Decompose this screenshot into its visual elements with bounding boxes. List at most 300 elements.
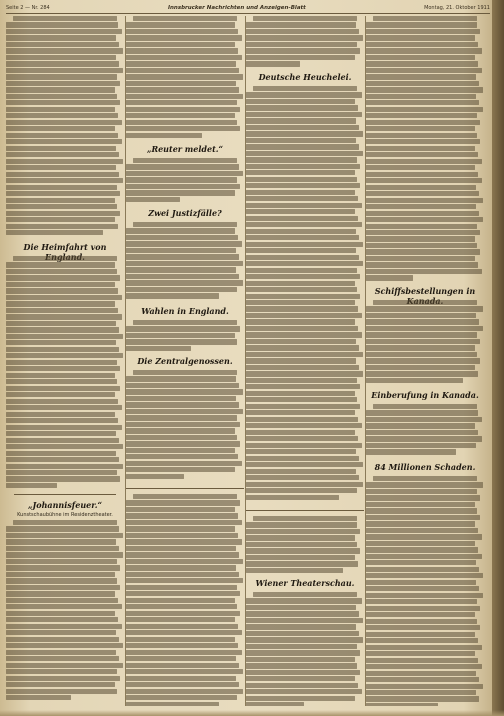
text-line [6, 321, 116, 326]
text-line [246, 242, 363, 247]
text-line [246, 300, 355, 305]
text-line [366, 625, 480, 630]
text-line [366, 204, 476, 209]
text-line [246, 650, 360, 655]
text-line [126, 87, 239, 92]
text-line [126, 546, 236, 551]
headline-heimfahrt: Die Heimfahrt von [23, 242, 107, 252]
text-line [366, 495, 480, 500]
text-line [366, 22, 477, 27]
text-line [126, 448, 235, 453]
text-line [366, 249, 480, 254]
text-line [246, 568, 343, 573]
text-line [246, 294, 360, 299]
text-line [6, 438, 119, 443]
text-line [126, 591, 240, 596]
text-line [6, 379, 117, 384]
text-line [6, 68, 123, 73]
text-line [246, 644, 357, 649]
text-line [6, 230, 103, 235]
text-line [366, 502, 475, 507]
text-line [126, 415, 237, 420]
text-line [246, 313, 362, 318]
text-line [366, 345, 475, 350]
text-line [366, 541, 475, 546]
text-line [6, 604, 122, 609]
text-line [6, 552, 123, 557]
text-line [246, 151, 363, 156]
text-line [246, 555, 355, 560]
text-line [6, 87, 115, 92]
text-line [366, 178, 482, 183]
text-line [366, 560, 476, 565]
text-line [6, 340, 116, 345]
text-line [6, 373, 115, 378]
text-line [6, 282, 115, 287]
text-line [246, 92, 362, 97]
text-line [366, 198, 483, 203]
text-line [126, 578, 243, 583]
text-line [126, 133, 202, 138]
text-line [246, 605, 356, 610]
text-line [6, 483, 57, 488]
text-line [126, 120, 237, 125]
text-line [126, 604, 237, 609]
text-line [246, 35, 363, 40]
text-line [246, 670, 360, 675]
text-line [246, 190, 355, 195]
text-line [126, 254, 239, 259]
text-line [366, 113, 477, 118]
text-line [126, 389, 243, 394]
text-line [366, 606, 480, 611]
text-line [246, 332, 362, 337]
columns [6, 16, 484, 708]
text-line [246, 42, 357, 47]
text-line [126, 572, 239, 577]
text-line [6, 386, 120, 391]
text-line [126, 171, 243, 176]
text-line [366, 449, 456, 454]
text-line [366, 332, 477, 337]
text-line [246, 495, 339, 500]
text-line [253, 516, 357, 521]
text-line [126, 565, 236, 570]
text-line [366, 313, 476, 318]
text-line [126, 261, 243, 266]
text-line [6, 178, 123, 183]
text-line [246, 423, 362, 428]
text-line [246, 598, 362, 603]
text-line [126, 68, 239, 73]
text-line [6, 159, 123, 164]
text-line [366, 580, 476, 585]
text-line [6, 327, 119, 332]
text-line [246, 306, 358, 311]
text-line [13, 256, 117, 261]
text-line [366, 573, 483, 578]
text-line [6, 412, 115, 417]
text-line [6, 42, 119, 47]
text-line [6, 217, 115, 222]
text-line [126, 422, 240, 427]
article-text [366, 404, 484, 456]
text-line [6, 444, 123, 449]
text-line [6, 578, 117, 583]
text-line [6, 360, 117, 365]
text-line [246, 358, 356, 363]
text-line [366, 262, 478, 267]
text-line [126, 61, 236, 66]
text-line [246, 371, 363, 376]
text-line [133, 494, 237, 499]
text-line [6, 682, 115, 687]
text-line [366, 243, 477, 248]
article-text [246, 592, 364, 706]
text-line [366, 352, 477, 357]
text-line [6, 275, 120, 280]
text-line [246, 702, 304, 706]
text-line [366, 217, 483, 222]
text-line [366, 87, 483, 92]
text-line [6, 100, 120, 105]
text-line [126, 428, 235, 433]
text-line [6, 126, 115, 131]
text-line [366, 619, 477, 624]
headline-deutsche-heuchelei: Deutsche Heuchelei. [258, 72, 352, 82]
text-line [6, 113, 118, 118]
text-line [246, 378, 357, 383]
text-line [6, 198, 115, 203]
text-line [246, 125, 359, 130]
text-line [246, 99, 355, 104]
text-line [6, 334, 123, 339]
text-line [126, 190, 235, 195]
text-line [246, 222, 362, 227]
text-line [366, 236, 475, 241]
text-line [126, 500, 240, 505]
text-line [6, 269, 117, 274]
text-line [246, 112, 362, 117]
text-line [6, 624, 122, 629]
text-line [246, 482, 363, 487]
text-line [6, 689, 117, 694]
text-line [246, 663, 357, 668]
text-line [366, 417, 482, 422]
text-line [133, 158, 237, 163]
text-line [246, 561, 358, 566]
text-line [126, 669, 243, 674]
text-line [246, 105, 358, 110]
text-line [246, 248, 356, 253]
text-line [126, 81, 236, 86]
text-line [126, 235, 238, 240]
text-line [6, 204, 117, 209]
text-line [126, 177, 237, 182]
section-rule [126, 488, 244, 489]
text-line [373, 476, 477, 481]
text-line [6, 476, 120, 481]
section-rule [246, 510, 364, 511]
text-line [6, 526, 119, 531]
text-line [246, 209, 355, 214]
text-line [366, 658, 478, 663]
text-line [246, 618, 363, 623]
text-line [366, 664, 482, 669]
text-line [6, 48, 123, 53]
text-line [246, 462, 363, 467]
text-line [366, 690, 476, 695]
article-text [6, 520, 124, 706]
text-line [6, 585, 120, 590]
article-text [366, 476, 484, 706]
text-line [366, 671, 476, 676]
text-line [366, 139, 480, 144]
text-line [246, 196, 358, 201]
text-line [126, 474, 184, 479]
text-line [6, 591, 115, 596]
text-line [366, 191, 479, 196]
text-line [126, 585, 237, 590]
text-line [246, 529, 360, 534]
text-line [126, 287, 237, 292]
text-line [246, 689, 362, 694]
text-line [246, 488, 357, 493]
text-line [6, 539, 116, 544]
text-line [126, 126, 240, 131]
article-text [246, 516, 364, 574]
text-line [366, 172, 478, 177]
text-line [246, 164, 360, 169]
text-line [6, 74, 117, 79]
text-line [246, 339, 356, 344]
text-line [366, 152, 478, 157]
text-line [6, 295, 122, 300]
text-line [246, 657, 355, 662]
text-line [6, 656, 119, 661]
text-line [126, 107, 240, 112]
text-line [366, 159, 482, 164]
text-line [366, 430, 478, 435]
text-line [366, 48, 482, 53]
text-line [366, 126, 475, 131]
text-line [6, 81, 120, 86]
text-line [373, 404, 477, 409]
text-line [366, 436, 482, 441]
text-line [6, 152, 119, 157]
text-line [246, 138, 356, 143]
text-line [366, 515, 480, 520]
text-line [6, 425, 122, 430]
article-text [126, 222, 244, 302]
text-line [6, 663, 123, 668]
text-line [126, 396, 236, 401]
text-line [246, 144, 359, 149]
text-line [366, 269, 482, 274]
text-line [6, 559, 117, 564]
text-line [126, 100, 237, 105]
article-text [126, 494, 244, 706]
text-line [246, 449, 356, 454]
headline-millionen-schaden: 84 Millionen Schaden. [374, 462, 476, 472]
text-line [126, 552, 239, 557]
text-line [246, 469, 356, 474]
headline-schiffsbestellungen: Schiffsbestellungen in [374, 286, 476, 296]
text-line [126, 441, 240, 446]
text-line [366, 371, 478, 376]
page-number: Seite 2 — Nr. 284 [6, 5, 50, 11]
text-line [246, 55, 355, 60]
text-line [6, 464, 123, 469]
text-line [246, 183, 360, 188]
text-line [246, 61, 300, 66]
text-line [246, 319, 355, 324]
text-line [6, 572, 115, 577]
article-text [6, 256, 124, 489]
text-line [6, 191, 120, 196]
text-line [366, 443, 476, 448]
text-line [366, 55, 475, 60]
text-line [126, 611, 240, 616]
text-line [126, 643, 238, 648]
text-line [366, 275, 413, 280]
text-line [246, 345, 359, 350]
text-line [366, 35, 475, 40]
text-line [366, 94, 476, 99]
text-line [6, 431, 116, 436]
text-line [246, 365, 359, 370]
text-line [6, 94, 117, 99]
headline-wiener-theaterschau: Wiener Theaterschau. [255, 578, 355, 588]
text-line [366, 586, 479, 591]
headline-johannisfeuer: „Johannisfeuer.“ [27, 500, 103, 510]
masthead [6, 3, 490, 14]
text-line [6, 224, 118, 229]
text-line [6, 630, 116, 635]
text-line [246, 443, 362, 448]
text-line [366, 365, 475, 370]
text-line [126, 650, 242, 655]
text-line [126, 637, 235, 642]
text-line [366, 29, 480, 34]
text-line [13, 16, 117, 21]
subheadline-johannisfeuer: Kunstschaubühne im Residenztheater. [17, 512, 113, 518]
text-line [126, 376, 236, 381]
text-line [246, 696, 355, 701]
text-line [246, 287, 357, 292]
text-line [126, 197, 180, 202]
text-line [126, 467, 235, 472]
text-line [126, 630, 242, 635]
text-line [246, 430, 355, 435]
text-line [126, 409, 243, 414]
headline-reuter: „Reuter meldet.“ [146, 144, 224, 154]
text-line [126, 702, 219, 707]
text-line [126, 293, 219, 298]
text-line [126, 42, 235, 47]
text-line [246, 624, 356, 629]
text-line [246, 352, 363, 357]
text-line [246, 522, 357, 527]
text-line [253, 592, 357, 597]
text-line [366, 61, 478, 66]
text-line [253, 86, 357, 91]
text-line [246, 229, 356, 234]
text-line [246, 683, 358, 688]
text-line [6, 676, 120, 681]
text-line [6, 533, 123, 538]
text-line [366, 378, 463, 383]
text-line [366, 684, 483, 689]
text-line [373, 300, 477, 305]
text-line [366, 100, 479, 105]
text-line [126, 454, 238, 459]
text-line [6, 172, 119, 177]
text-line [246, 542, 357, 547]
text-line [246, 268, 357, 273]
text-line [6, 611, 115, 616]
text-line [366, 696, 479, 701]
text-line [6, 695, 71, 700]
text-line [246, 436, 358, 441]
text-line [366, 358, 480, 363]
text-line [126, 526, 235, 531]
article-text [246, 16, 364, 68]
text-line [366, 319, 479, 324]
text-line [246, 216, 358, 221]
text-line [6, 107, 115, 112]
text-line [6, 139, 122, 144]
headline-wahlen-england: Wahlen in England. [141, 306, 229, 316]
text-line [366, 677, 479, 682]
text-line [6, 399, 118, 404]
article-text [6, 16, 124, 238]
text-line [126, 29, 238, 34]
text-line [366, 528, 478, 533]
text-line [6, 546, 119, 551]
text-line [126, 598, 235, 603]
text-line [246, 170, 355, 175]
text-line [366, 567, 479, 572]
text-line [126, 326, 240, 331]
text-line [366, 133, 477, 138]
article-text [126, 158, 244, 204]
text-line [6, 35, 116, 40]
text-line [6, 288, 118, 293]
text-line [366, 81, 479, 86]
text-line [6, 61, 119, 66]
text-line [133, 222, 237, 227]
text-line [366, 256, 475, 261]
text-line [366, 508, 477, 513]
text-line [126, 94, 243, 99]
text-line [6, 565, 120, 570]
text-line [366, 703, 438, 706]
text-line [246, 203, 362, 208]
text-line [6, 457, 119, 462]
text-line [366, 146, 475, 151]
text-line [6, 418, 118, 423]
text-line [246, 404, 360, 409]
text-line [126, 164, 239, 169]
text-line [246, 29, 359, 34]
text-line [126, 461, 242, 466]
text-line [126, 48, 238, 53]
text-line [246, 384, 360, 389]
text-line [126, 617, 235, 622]
text-line [126, 184, 240, 189]
text-line [6, 353, 123, 358]
